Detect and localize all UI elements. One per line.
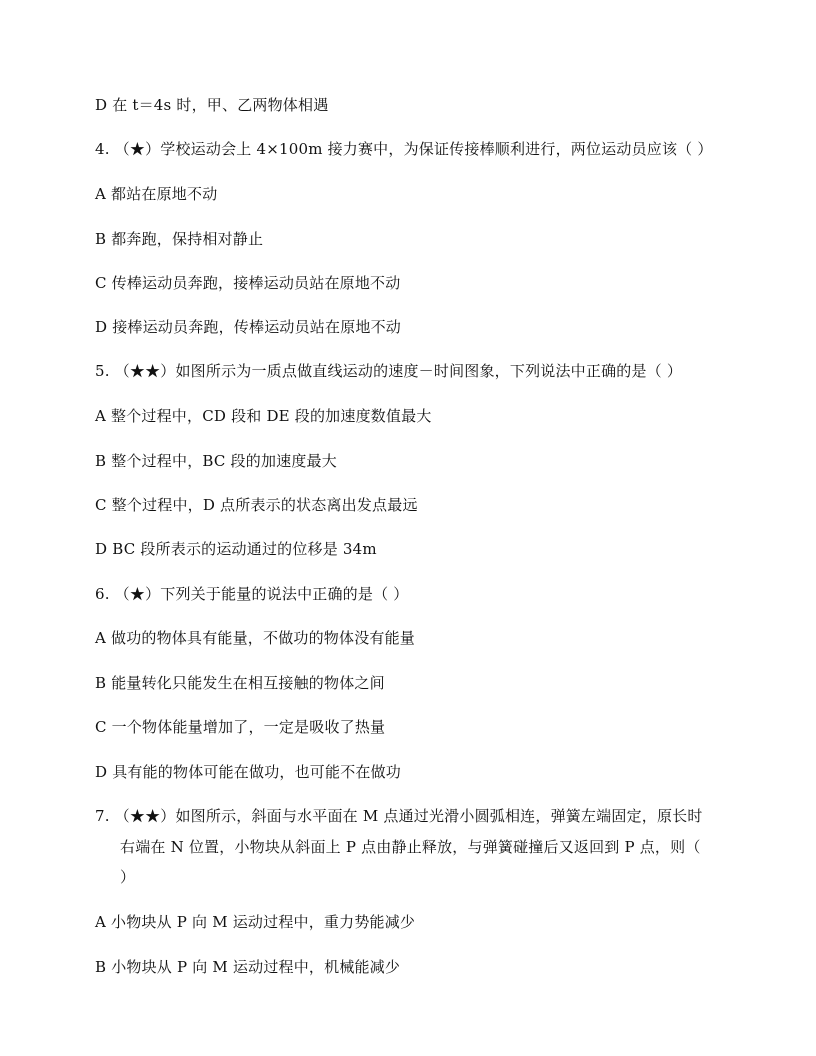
option-7a: A 小物块从 P 向 M 运动过程中，重力势能减少 bbox=[95, 913, 416, 931]
question-4: 4. （★）学校运动会上 4×100m 接力赛中，为保证传接棒顺利进行，两位运动员应该（ ） bbox=[95, 140, 713, 158]
option-4a: A 都站在原地不动 bbox=[95, 185, 218, 203]
option-6a: A 做功的物体具有能量，不做功的物体没有能量 bbox=[95, 629, 416, 647]
option-4c: C 传棒运动员奔跑，接棒运动员站在原地不动 bbox=[95, 274, 401, 292]
option-4b: B 都奔跑，保持相对静止 bbox=[95, 230, 264, 248]
option-5d: D BC 段所表示的运动通过的位移是 34m bbox=[95, 540, 377, 558]
option-5a: A 整个过程中，CD 段和 DE 段的加速度数值最大 bbox=[95, 407, 432, 425]
option-7b: B 小物块从 P 向 M 运动过程中，机械能减少 bbox=[95, 958, 401, 976]
option-5c: C 整个过程中，D 点所表示的状态离出发点最远 bbox=[95, 496, 418, 514]
option-6c: C 一个物体能量增加了，一定是吸收了热量 bbox=[95, 718, 386, 736]
option-4d: D 接棒运动员奔跑，传棒运动员站在原地不动 bbox=[95, 318, 401, 336]
option-3d: D 在 t＝4s 时，甲、乙两物体相遇 bbox=[95, 96, 329, 114]
option-6d: D 具有能的物体可能在做功，也可能不在做功 bbox=[95, 763, 401, 781]
question-6: 6. （★）下列关于能量的说法中正确的是（ ） bbox=[95, 585, 409, 603]
question-7-paren: ） bbox=[120, 868, 136, 886]
question-7-continued: 右端在 N 位置，小物块从斜面上 P 点由静止释放，与弹簧碰撞后又返回到 P 点，则（ bbox=[120, 838, 701, 856]
question-5: 5. （★★）如图所示为一质点做直线运动的速度－时间图象，下列说法中正确的是（ ） bbox=[95, 362, 683, 380]
option-6b: B 能量转化只能发生在相互接触的物体之间 bbox=[95, 674, 385, 692]
question-7: 7. （★★）如图所示，斜面与水平面在 M 点通过光滑小圆弧相连，弹簧左端固定，原长时 bbox=[95, 807, 703, 825]
option-5b: B 整个过程中，BC 段的加速度最大 bbox=[95, 452, 337, 470]
